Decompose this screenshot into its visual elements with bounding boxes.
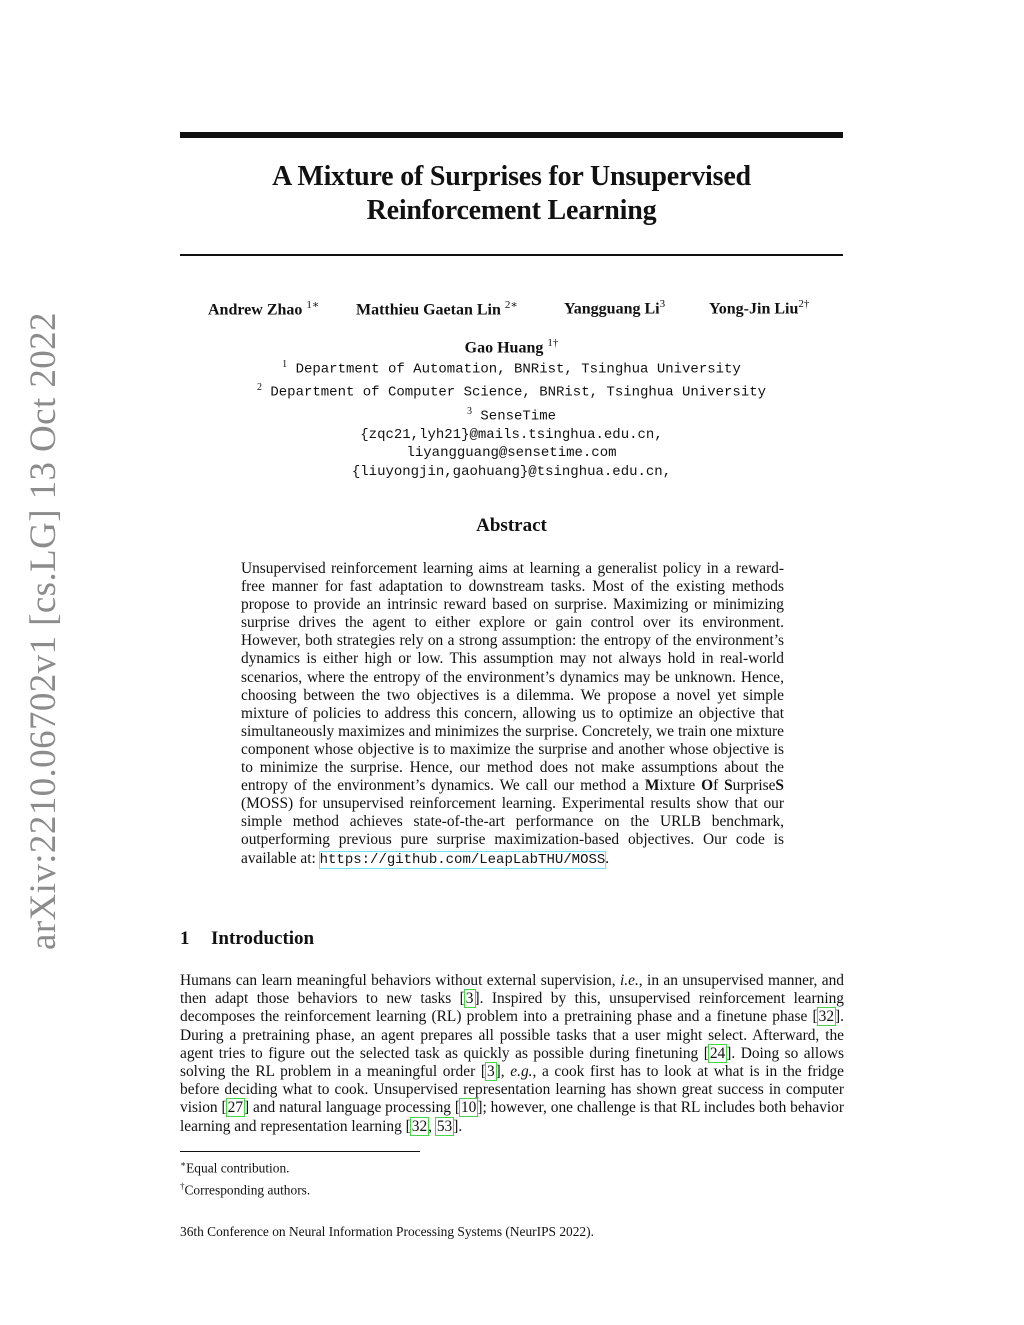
affiliation-line: $^3$ SenseTime (466, 405, 557, 425)
conference-footer: 36th Conference on Neural Information Processing Systems (NeurIPS 2022). (180, 1224, 594, 1239)
author-andrew-zhao: Andrew Zhao $^{1∗}$ (208, 299, 320, 319)
author-affiliation-mark: 2† (798, 298, 810, 310)
email-line[interactable]: {zqc21,lyh21}@mails.tsinghua.edu.cn, (360, 426, 663, 443)
citation-link[interactable]: 24 (709, 1044, 726, 1062)
citation-link[interactable]: 32 (818, 1008, 835, 1026)
title-bottom-rule (180, 254, 843, 256)
footnote-corresponding-authors: †Corresponding authors. (180, 1181, 311, 1198)
email-line[interactable]: {liuyongjin,gaohuang}@tsinghua.edu.cn, (351, 463, 672, 480)
method-name: Mixture Of SurpriseS (644, 777, 784, 795)
footnote-equal-contribution: ∗Equal contribution. (180, 1159, 290, 1176)
citation-link[interactable]: 3 (486, 1063, 495, 1081)
citation-link[interactable]: 3 (465, 990, 474, 1008)
title-line-2: Reinforcement Learning (366, 195, 657, 226)
footnote-separator (180, 1151, 420, 1152)
abstract-heading: Abstract (476, 515, 547, 536)
citation-link[interactable]: 27 (227, 1099, 244, 1117)
author-gao-huang: Gao Huang $^{1\dagger}$ (464, 337, 559, 357)
section-heading-introduction: 1 Introduction (180, 928, 315, 949)
author-yangguang-li: Yangguang Li$^3$ (564, 298, 666, 318)
arxiv-identifier-stamp: arXiv:2210.06702v1 [cs.LG] 13 Oct 2022 (23, 312, 64, 950)
citation-link[interactable]: 10 (460, 1099, 477, 1117)
abstract-body: Unsupervised reinforcement learning aims at learning a generalist policy in a reward-free manner for fast adaptation to downstream tasks. Most of the existing methods propose to provide an intrinsic reward based on surprise. Maximizing or minimizing surprise drives the agent to either explore or gain control over its environment. However, both strategies rely on a strong assumption: the entropy of the environment’s dynamics is either high or low. This assumption may not always hold in real-world scenarios, where the entropy of the environment’s dynamics may be unknown. Hence, choosing between the two objectives is a dilemma. We propose a novel yet simple mixture of policies to address this concern, allowing us to optimize an objective that simultaneously maximizes and minimizes the surprise. Concretely, we train one mixture component whose objective is to maximize the surprise and another whose objective is to minimize the surprise. Hence, our method does not make assumptions about the entropy of the environment’s dynamics. We call our method a Mixture Of SurpriseS (MOSS) for unsupervised reinforcement learning. Experimental results show that our simple method achieves state-of-the-art performance on the URLB benchmark, outperforming previous pure surprise maximization-based objectives. Our code is available at: https://github.com/LeapLabTHU/MOSS. (241, 560, 784, 868)
author-affiliation-mark: 3 (659, 298, 666, 310)
affiliation-line: $^1$ Department of Automation, BNRist, Tsinghua University (282, 359, 741, 378)
author-list (180, 298, 843, 322)
author-matthieu-gaetan-lin: Matthieu Gaetan Lin $^{2∗}$ (356, 299, 518, 319)
author-yong-jin-liu: Yong-Jin Liu$^{2\dagger}$ (709, 298, 810, 318)
email-line[interactable]: liyangguang@sensetime.com (406, 445, 617, 462)
code-repository-link[interactable]: https://github.com/LeapLabTHU/MOSS (319, 851, 606, 868)
title-line-1: A Mixture of Surprises for Unsupervised (272, 161, 751, 192)
author-affiliation-mark: 1∗ (306, 299, 320, 311)
citation-link[interactable]: 53 (436, 1117, 453, 1135)
introduction-paragraph: Humans can learn meaningful behaviors without external supervision, i.e., in an unsupervised manner, and then adapt those behaviors to new tasks [3]. Inspired by this, unsupervised reinforcement learning decomposes the reinforcement learning (RL) problem into a pretraining phase and a finetune phase [32]. During a pretraining phase, an agent prepares all possible tasks that a user might select. Afterward, the agent tries to figure out the selected task as quickly as possible during finetuning [24]. Doing so allows solving the RL problem in a meaningful order [3], e.g., a cook first has to look at what is in the fridge before deciding what to cook. Unsupervised representation learning has shown great success in computer vision [27] and natural language processing [10]; however, one challenge is that RL includes both behavior learning and representation learning [32, 53]. (180, 972, 844, 1135)
affiliations-block (180, 356, 843, 482)
affiliation-line: $^2$ Department of Computer Science, BNRist, Tsinghua University (256, 382, 767, 401)
author-affiliation-mark: 1† (547, 337, 559, 349)
title-top-rule (180, 132, 843, 138)
footnotes (180, 1155, 310, 1200)
author-affiliation-mark: 2∗ (504, 299, 518, 311)
citation-link[interactable]: 32 (411, 1117, 428, 1135)
paper-title (180, 160, 843, 228)
